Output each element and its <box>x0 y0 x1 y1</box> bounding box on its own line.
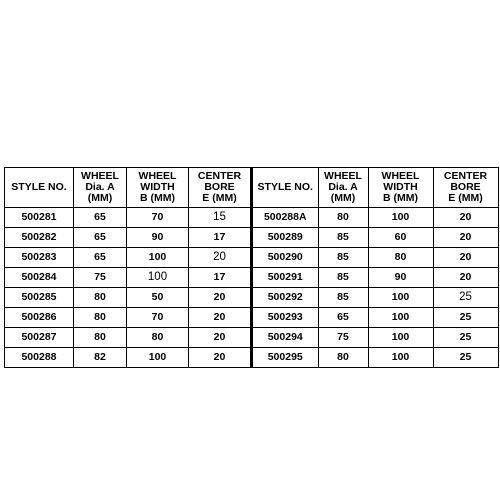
table-row <box>5 208 251 228</box>
style-no-cell: 500291 <box>252 268 318 288</box>
wheel-dia-cell: 85 <box>318 228 368 248</box>
center-bore-cell: 25 <box>433 348 498 368</box>
style-no-cell: 500282 <box>5 228 74 248</box>
wheel-spec-tables <box>4 167 496 368</box>
table-row <box>252 328 498 348</box>
style-no-cell: 500284 <box>5 268 74 288</box>
wheel-dia-cell: 75 <box>318 328 368 348</box>
center-bore-cell: 20 <box>189 288 251 308</box>
wheel-dia-cell: 65 <box>74 208 127 228</box>
wheel-dia-cell: 80 <box>318 208 368 228</box>
center-bore-cell: 15 <box>189 208 251 228</box>
center-bore-cell: 20 <box>189 248 251 268</box>
center-bore-cell: 17 <box>189 228 251 248</box>
center-bore-cell: 20 <box>433 248 498 268</box>
wheel-width-cell: 90 <box>368 268 433 288</box>
header-style-no: STYLE NO. <box>5 168 74 208</box>
center-bore-cell: 25 <box>433 328 498 348</box>
wheel-width-cell: 70 <box>127 308 189 328</box>
wheel-width-cell: 100 <box>368 208 433 228</box>
wheel-dia-cell: 80 <box>318 348 368 368</box>
center-bore-cell: 20 <box>189 348 251 368</box>
wheel-dia-cell: 80 <box>74 288 127 308</box>
wheel-dia-cell: 80 <box>74 308 127 328</box>
table-row <box>252 248 498 268</box>
table-row <box>5 228 251 248</box>
header-style-no: STYLE NO. <box>252 168 318 208</box>
center-bore-cell: 20 <box>433 228 498 248</box>
wheel-width-cell: 100 <box>127 268 189 288</box>
table-row <box>5 248 251 268</box>
table-row <box>5 348 251 368</box>
header-row <box>5 168 251 208</box>
wheel-width-cell: 80 <box>368 248 433 268</box>
center-bore-cell: 20 <box>189 328 251 348</box>
style-no-cell: 500286 <box>5 308 74 328</box>
header-wheel-width: WHEEL WIDTH B (MM) <box>368 168 433 208</box>
wheel-width-cell: 100 <box>368 328 433 348</box>
wheel-width-cell: 100 <box>368 348 433 368</box>
wheel-dia-cell: 85 <box>318 248 368 268</box>
wheel-width-cell: 60 <box>368 228 433 248</box>
table-row <box>252 208 498 228</box>
wheel-width-cell: 100 <box>368 308 433 328</box>
wheel-dia-cell: 75 <box>74 268 127 288</box>
wheel-width-cell: 50 <box>127 288 189 308</box>
wheel-width-cell: 70 <box>127 208 189 228</box>
wheel-dia-cell: 82 <box>74 348 127 368</box>
header-center-bore: CENTER BORE E (MM) <box>189 168 251 208</box>
center-bore-cell: 20 <box>433 268 498 288</box>
header-wheel-dia: WHEEL Dia. A (MM) <box>318 168 368 208</box>
table-row <box>5 288 251 308</box>
wheel-dia-cell: 85 <box>318 268 368 288</box>
header-row <box>252 168 498 208</box>
wheel-width-cell: 100 <box>368 288 433 308</box>
style-no-cell: 500283 <box>5 248 74 268</box>
wheel-dia-cell: 85 <box>318 288 368 308</box>
table-row <box>5 268 251 288</box>
table-row <box>252 348 498 368</box>
wheel-width-cell: 100 <box>127 348 189 368</box>
center-bore-cell: 25 <box>433 288 498 308</box>
style-no-cell: 500281 <box>5 208 74 228</box>
wheel-width-cell: 90 <box>127 228 189 248</box>
table-row <box>5 328 251 348</box>
table-row <box>252 288 498 308</box>
header-center-bore: CENTER BORE E (MM) <box>433 168 498 208</box>
table-row <box>252 308 498 328</box>
wheel-dia-cell: 65 <box>74 228 127 248</box>
wheel-width-cell: 80 <box>127 328 189 348</box>
style-no-cell: 500295 <box>252 348 318 368</box>
style-no-cell: 500285 <box>5 288 74 308</box>
table-row <box>5 308 251 328</box>
center-bore-cell: 20 <box>189 308 251 328</box>
header-wheel-dia: WHEEL Dia. A (MM) <box>74 168 127 208</box>
center-bore-cell: 25 <box>433 308 498 328</box>
wheel-spec-table-left <box>4 167 251 368</box>
table-row <box>252 268 498 288</box>
wheel-spec-table-right <box>251 167 499 368</box>
table-row <box>252 228 498 248</box>
style-no-cell: 500288A <box>252 208 318 228</box>
style-no-cell: 500287 <box>5 328 74 348</box>
wheel-dia-cell: 65 <box>74 248 127 268</box>
wheel-dia-cell: 65 <box>318 308 368 328</box>
style-no-cell: 500292 <box>252 288 318 308</box>
center-bore-cell: 17 <box>189 268 251 288</box>
header-wheel-width: WHEEL WIDTH B (MM) <box>127 168 189 208</box>
center-bore-cell: 20 <box>433 208 498 228</box>
wheel-width-cell: 100 <box>127 248 189 268</box>
style-no-cell: 500293 <box>252 308 318 328</box>
wheel-dia-cell: 80 <box>74 328 127 348</box>
style-no-cell: 500289 <box>252 228 318 248</box>
style-no-cell: 500290 <box>252 248 318 268</box>
style-no-cell: 500294 <box>252 328 318 348</box>
style-no-cell: 500288 <box>5 348 74 368</box>
